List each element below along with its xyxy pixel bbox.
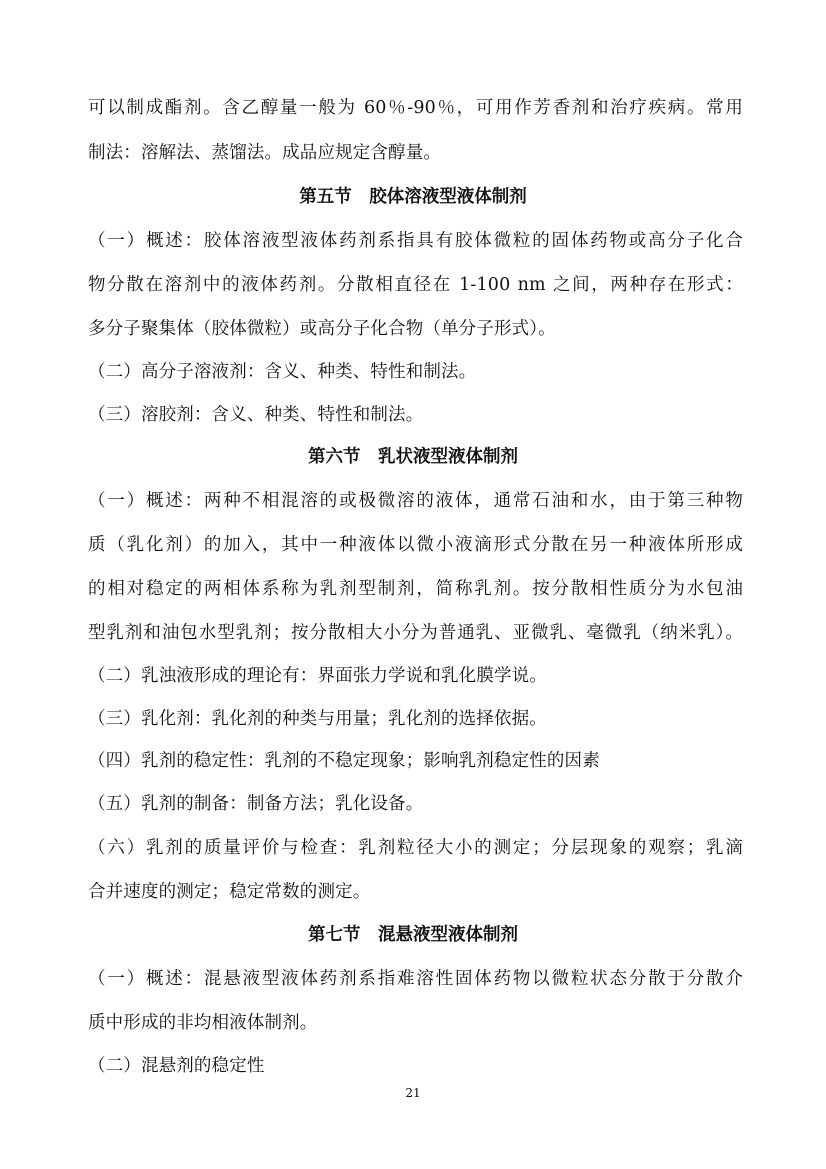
- paragraph-line: 的相对稳定的两相体系称为乳剂型制剂，简称乳剂。按分散相性质分为水包油: [88, 579, 743, 599]
- paragraph-line: 质中形成的非均相液体制剂。: [88, 1013, 318, 1033]
- page-number: 21: [405, 1086, 421, 1100]
- paragraph-line: （四）乳剂的稳定性：乳剂的不稳定现象；影响乳剂稳定性的因素: [88, 751, 600, 771]
- paragraph-line: （一）概述：混悬液型液体药剂系指难溶性固体药物以微粒状态分散于分散介: [88, 969, 743, 989]
- section-heading-5: 第五节 胶体溶液型液体制剂: [299, 187, 527, 207]
- paragraph-line: （一）概述：两种不相混溶的或极微溶的液体，通常石油和水，由于第三种物: [88, 491, 743, 511]
- paragraph-line: （三）溶胶剂：含义、种类、特性和制法。: [88, 405, 424, 425]
- paragraph-line: 合并速度的测定；稳定常数的测定。: [88, 882, 371, 902]
- paragraph-line: （二）混悬剂的稳定性: [88, 1056, 265, 1076]
- paragraph-line: 多分子聚集体（胶体微粒）或高分子化合物（单分子形式）。: [88, 319, 556, 339]
- paragraph-line: （一）概述：胶体溶液型液体药剂系指具有胶体微粒的固体药物或高分子化合: [88, 231, 743, 251]
- paragraph-line: 质（乳化剂）的加入，其中一种液体以微小液滴形式分散在另一种液体所形成: [88, 535, 743, 555]
- paragraph-line: 制法：溶解法、蒸馏法。成品应规定含醇量。: [88, 143, 441, 163]
- paragraph-line: （五）乳剂的制备：制备方法；乳化设备。: [88, 794, 424, 814]
- paragraph-line: （三）乳化剂：乳化剂的种类与用量；乳化剂的选择依据。: [88, 709, 547, 729]
- paragraph-line: （六）乳剂的质量评价与检查：乳剂粒径大小的测定；分层现象的观察；乳滴: [88, 838, 743, 858]
- paragraph-line: 可以制成酯剂。含乙醇量一般为 60％-90％，可用作芳香剂和治疗疾病。常用: [88, 98, 743, 118]
- paragraph-line: 型乳剂和油包水型乳剂；按分散相大小分为普通乳、亚微乳、毫微乳（纳米乳）。: [88, 623, 743, 643]
- paragraph-line: （二）乳浊液形成的理论有：界面张力学说和乳化膜学说。: [88, 666, 547, 686]
- section-heading-7: 第七节 混悬液型液体制剂: [308, 925, 518, 945]
- section-heading-6: 第六节 乳状液型液体制剂: [308, 447, 518, 467]
- paragraph-line: 物分散在溶剂中的液体药剂。分散相直径在 1-100 nm 之间，两种存在形式：: [88, 275, 743, 295]
- paragraph-line: （二）高分子溶液剂：含义、种类、特性和制法。: [88, 362, 477, 382]
